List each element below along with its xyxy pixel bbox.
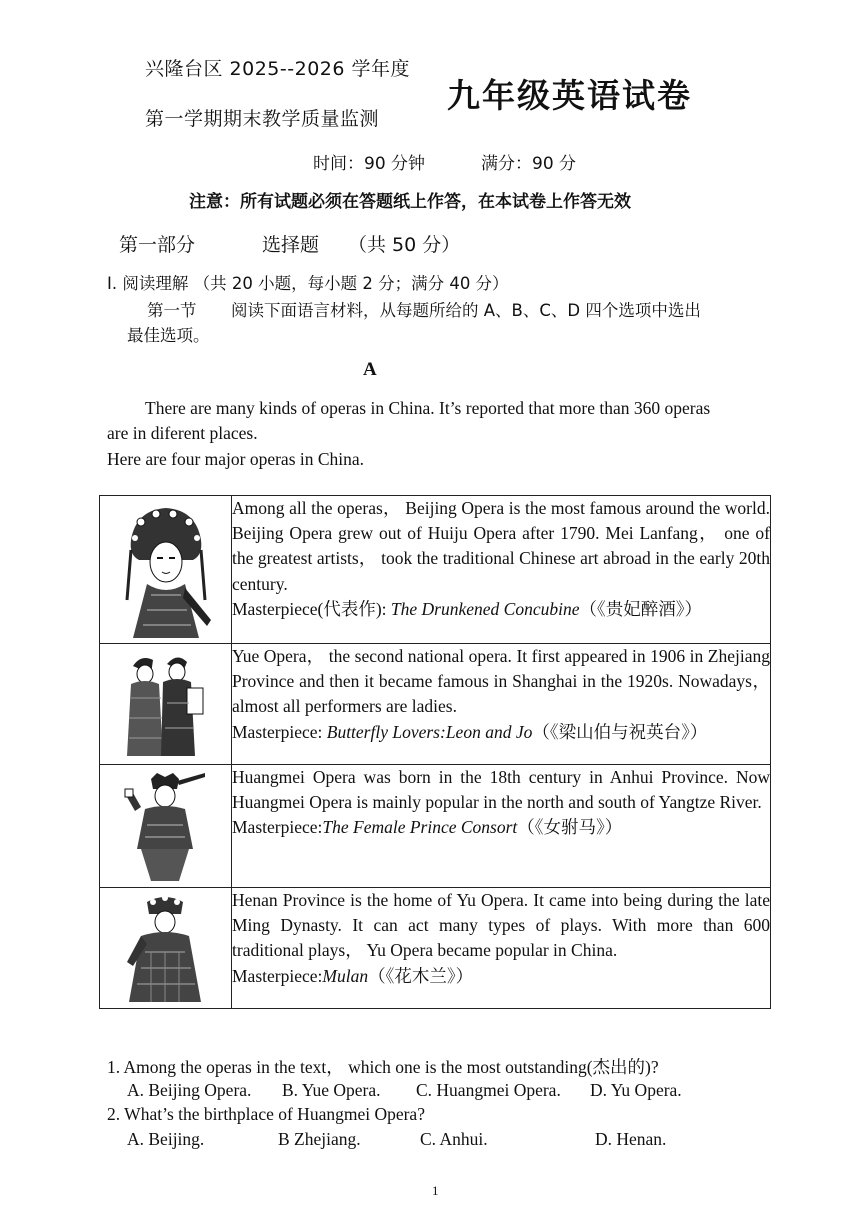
masterpiece-chinese-title: （《女驸马》）: [517, 817, 623, 838]
exam-district-year: 兴隆台区 2025--2026 学年度: [145, 58, 410, 80]
passage-intro-line1: There are many kinds of operas in China. It’s reported that more than 360 operas: [145, 398, 711, 418]
question-1-stem: 1. Among the operas in the text， which one is the most outstanding(杰出的)?: [107, 1057, 659, 1077]
question-2-option-a[interactable]: A. Beijing.: [127, 1129, 205, 1149]
yue-opera-figures-icon: [121, 648, 211, 758]
section-instruction: 阅读下面语言材料，从每题所给的 A、B、C、D 四个选项中选出: [231, 301, 701, 320]
huangmei-opera-figure-icon: [121, 769, 211, 881]
beijing-opera-figure-icon: [111, 500, 221, 638]
opera-picture-cell: [100, 496, 232, 644]
opera-text: Among all the operas， Beijing Opera is the most famous around the world. Beijing Opera grew out of Huiju Opera after 1790. Mei Lanfang， one of the greatest artists， took the traditional Chinese art abroad in the early 20th century.: [232, 498, 770, 594]
passage-intro-line2: are in diferent places.: [107, 423, 258, 443]
exam-full-score: 满分：90 分: [481, 154, 577, 174]
part-points: （共 50 分）: [348, 234, 461, 256]
exam-term-name: 第一学期期末教学质量监测: [145, 108, 380, 130]
question-1-option-a[interactable]: A. Beijing Opera.: [127, 1080, 252, 1100]
masterpiece-title: The Female Prince Consort: [322, 817, 518, 838]
masterpiece-label: Masterpiece:: [232, 817, 323, 838]
opera-text: Huangmei Opera was born in the 18th century in Anhui Province. Now Huangmei Opera is mainly popular in the north and south of Yangtze River.: [232, 767, 770, 813]
question-1-option-d[interactable]: D. Yu Opera.: [590, 1080, 682, 1100]
yu-opera-figure-icon: [121, 892, 211, 1002]
question-1-option-c[interactable]: C. Huangmei Opera.: [416, 1080, 561, 1100]
masterpiece-chinese-title: （《花木兰》）: [368, 965, 474, 986]
opera-picture-cell: [100, 888, 232, 1009]
opera-description: [232, 888, 771, 1009]
opera-picture-cell: [100, 644, 232, 765]
table-row: [100, 644, 771, 765]
opera-text: Henan Province is the home of Yu Opera. It came into being during the late Ming Dynasty. It can act many types of plays. With more than 600 traditional plays， Yu Opera became popular in China.: [232, 890, 770, 961]
masterpiece-label: Masterpiece(代表作):: [232, 598, 391, 619]
question-2-option-d[interactable]: D. Henan.: [595, 1129, 667, 1149]
passage-letter: A: [363, 359, 377, 380]
exam-title: 九年级英语试卷: [447, 76, 692, 115]
question-2-option-b[interactable]: B Zhejiang.: [278, 1129, 361, 1149]
opera-description: [232, 496, 771, 644]
exam-notice: 注意：所有试题必须在答题纸上作答，在本试卷上作答无效: [189, 192, 631, 212]
opera-description: [232, 765, 771, 888]
opera-text: Yue Opera， the second national opera. It first appeared in 1906 in Zhejiang Province and then it became famous in Shanghai in the 1920s. Nowadays， almost all performers are ladies.: [232, 646, 770, 717]
section-heading: I. 阅读理解 （共 20 小题，每小题 2 分；满分 40 分）: [107, 274, 509, 293]
masterpiece-label: Masterpiece:: [232, 965, 323, 986]
masterpiece-chinese-title: （《贵妃醉酒》）: [579, 598, 702, 619]
masterpiece-title: Mulan: [322, 965, 369, 986]
part-label: 第一部分: [119, 234, 196, 256]
masterpiece-chinese-title: （《梁山伯与祝英台》）: [532, 721, 708, 742]
page-number: 1: [432, 1183, 439, 1198]
table-row: [100, 765, 771, 888]
opera-table: [99, 495, 771, 1009]
masterpiece-title: The Drunkened Concubine: [390, 598, 580, 619]
question-1-option-b[interactable]: B. Yue Opera.: [282, 1080, 381, 1100]
part-type: 选择题: [262, 234, 320, 256]
exam-time: 时间：90 分钟: [313, 154, 426, 174]
question-2-option-c[interactable]: C. Anhui.: [420, 1129, 488, 1149]
section-sub-label: 第一节: [147, 301, 197, 320]
masterpiece-title: Butterfly Lovers:Leon and Jo: [326, 721, 533, 742]
question-2-stem: 2. What’s the birthplace of Huangmei Opera?: [107, 1104, 425, 1124]
section-instruction-cont: 最佳选项。: [127, 326, 210, 345]
masterpiece-label: Masterpiece:: [232, 721, 327, 742]
opera-picture-cell: [100, 765, 232, 888]
opera-description: [232, 644, 771, 765]
passage-intro-line3: Here are four major operas in China.: [107, 449, 365, 469]
table-row: [100, 888, 771, 1009]
table-row: [100, 496, 771, 644]
